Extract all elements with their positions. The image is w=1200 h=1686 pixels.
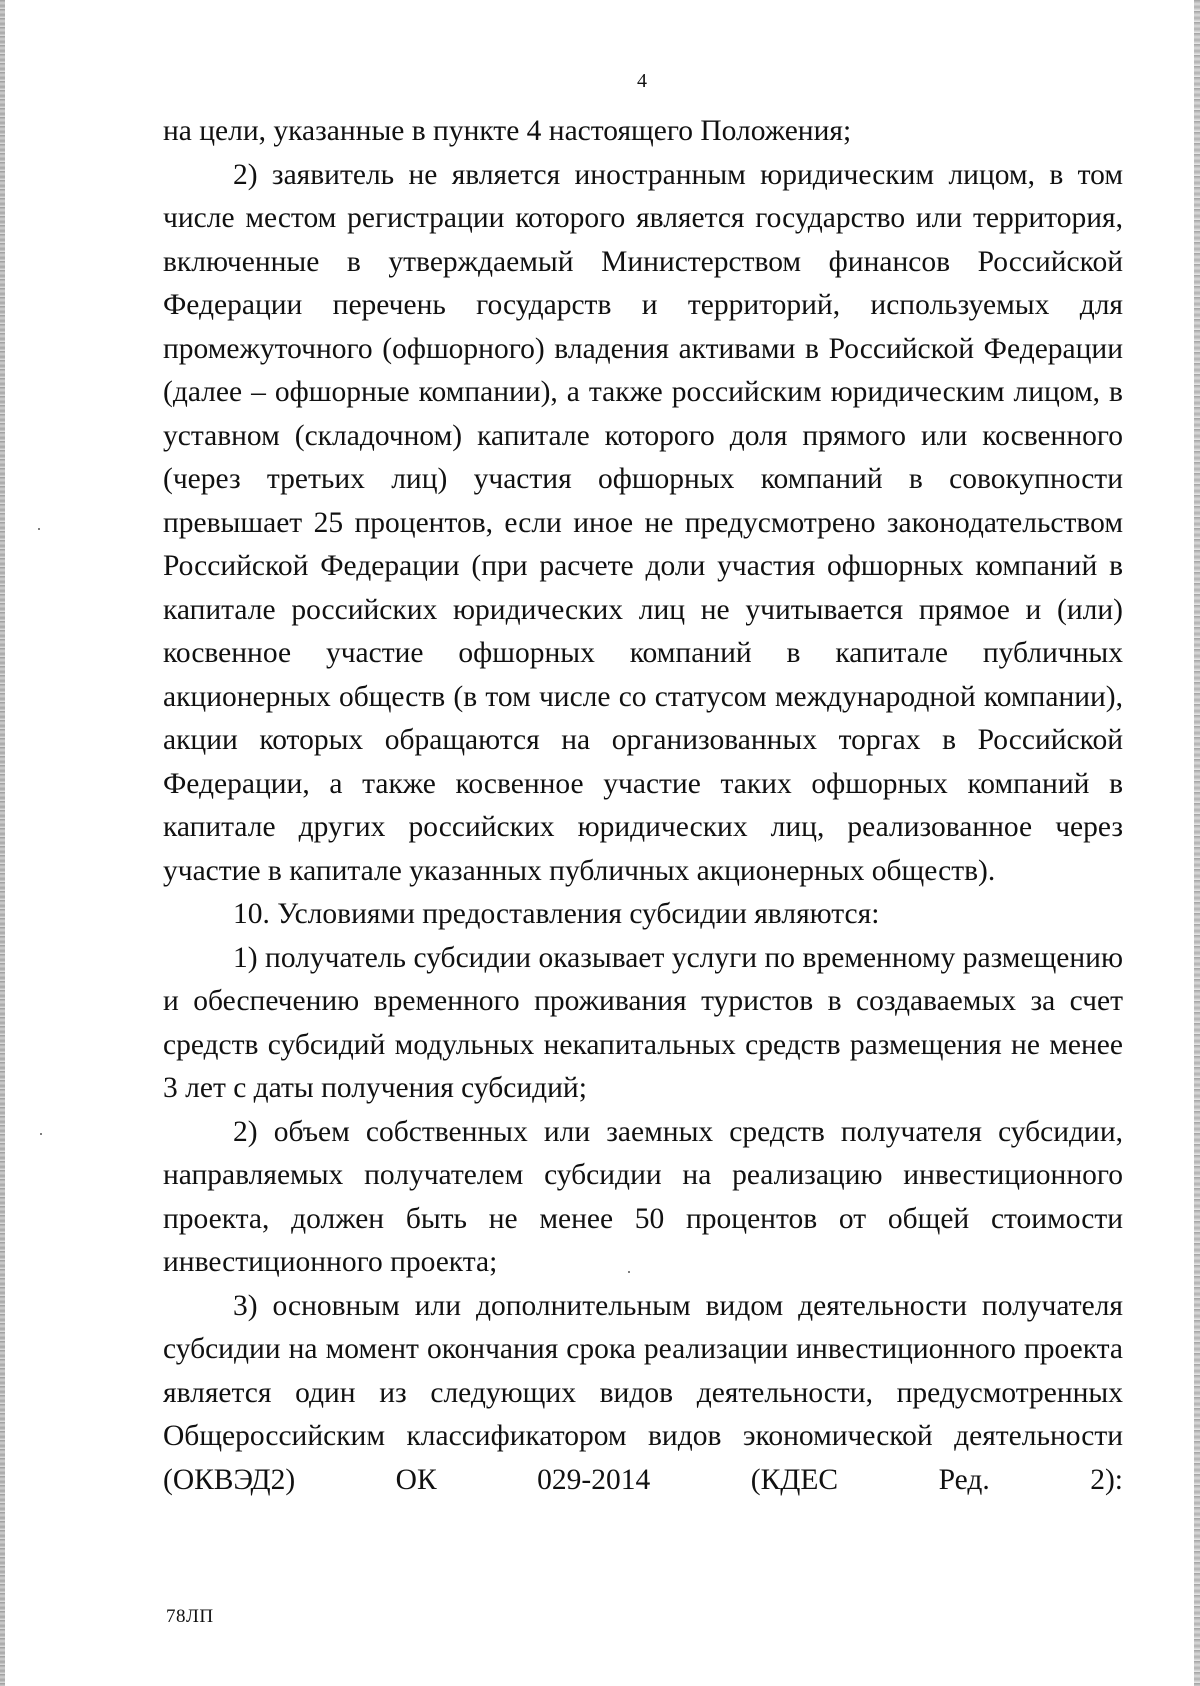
paragraph-section-10-heading: 10. Условиями предоставления субсидии являются: <box>233 898 880 930</box>
paragraph-continuation: на цели, указанные в пункте 4 настоящего Положения; <box>163 115 852 147</box>
paragraph-item-2-applicant: 2) заявитель не является иностранным юридическим лицом, в том числе местом регистрации которого является государство или территория, включенные в утверждаемый Министерством финансов Российской Федерации перечень государств и территорий, используемых для промежуточного (офшорного) владения активами в Российской Федерации (далее – офшорные компании), а также российским юридическим лицом, в уставном (складочном) капитале которого доля прямого или косвенного (через третьих лиц) участия офшорных компаний в совокупности превышает 25 процентов, если иное не предусмотрено законодательством Российской Федерации (при расчете доли участия офшорных компаний в капитале российских юридических лиц не учитывается прямое и (или) косвенное участие офшорных компаний в капитале публичных акционерных обществ (в том числе со статусом международной компании), акции которых обращаются на организованных торгах в Российской Федерации, а также косвенное участие таких офшорных компаний в капитале других российских юридических лиц, реализованное через участие в капитале указанных публичных акционерных обществ). <box>163 158 1123 887</box>
page-number: 4 <box>637 70 647 92</box>
paragraph-condition-2: 2) объем собственных или заемных средств получателя субсидии, направляемых получателем субсидии на реализацию инвестиционного проекта, должен быть не менее 50 процентов от общей стоимости инвестиционного проекта; <box>163 1115 1123 1278</box>
scan-speck <box>40 1133 42 1135</box>
scan-edge-left <box>0 0 5 1686</box>
scan-speck <box>38 528 40 530</box>
footer-document-code: 78ЛП <box>166 1606 214 1627</box>
paragraph-condition-3: 3) основным или дополнительным видом деятельности получателя субсидии на момент окончания срока реализации инвестиционного проекта является один из следующих видов деятельности, предусмотренных Общероссийским классификатором видов экономической деятельности (ОКВЭД2) ОК 029-2014 (КДЕС Ред. 2): <box>163 1289 1123 1496</box>
scan-edge-right <box>1194 0 1200 1686</box>
paragraph-condition-1: 1) получатель субсидии оказывает услуги по временному размещению и обеспечению временного проживания туристов в создаваемых за счет средств субсидий модульных некапитальных средств размещения не менее 3 лет с даты получения субсидий; <box>163 941 1123 1104</box>
document-body <box>163 110 1123 1502</box>
